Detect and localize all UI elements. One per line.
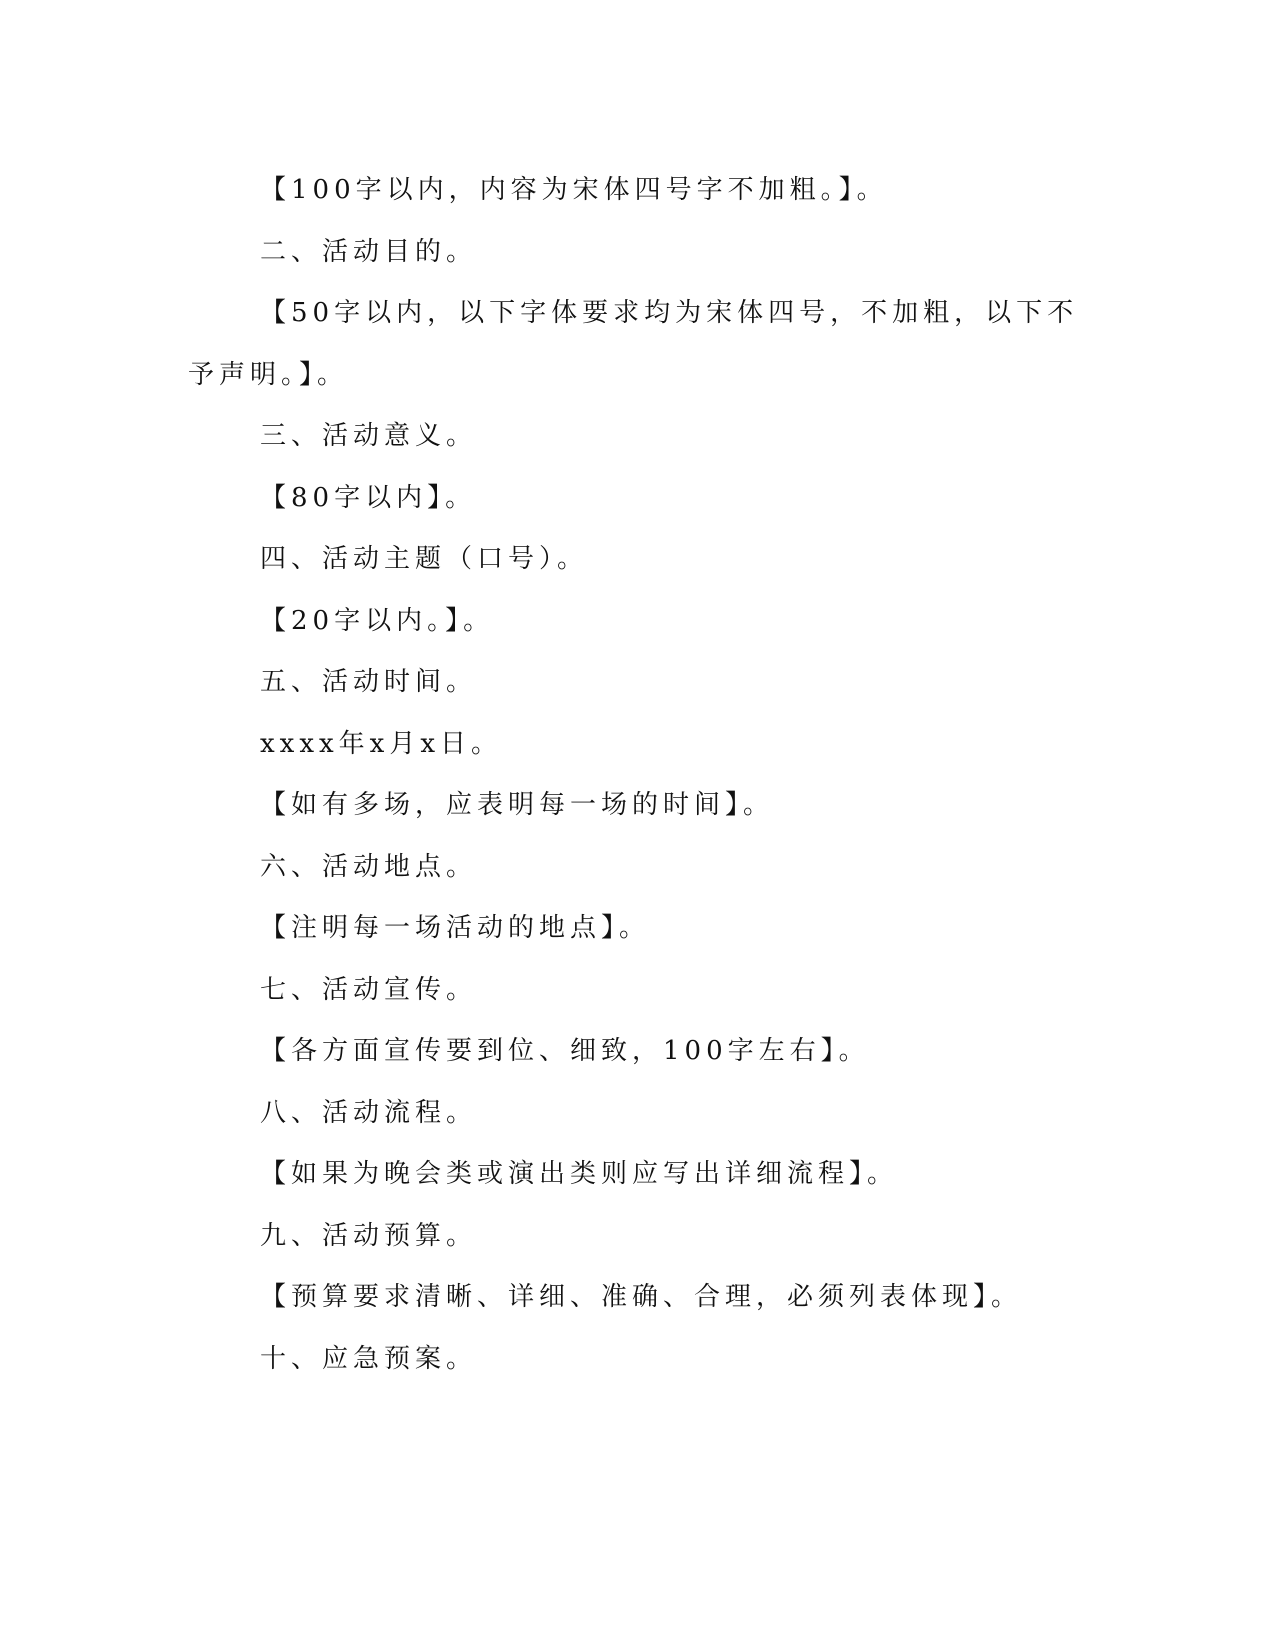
paragraph-process-note: 【如果为晚会类或演出类则应写出详细流程】。 [260,1159,899,1189]
heading-emergency-plan: 十、应急预案。 [260,1343,478,1374]
heading-activity-time: 五、活动时间。 [260,667,478,697]
heading-activity-process: 八、活动流程。 [260,1097,478,1128]
heading-activity-location: 六、活动地点。 [260,851,478,882]
heading-activity-theme: 四、活动主题（口号）。 [260,544,589,574]
heading-activity-purpose: 二、活动目的。 [260,236,478,267]
paragraph-word-limit-intro: 【100字以内，内容为宋体四号字不加粗。】。 [260,175,888,205]
paragraph-date-placeholder: xxxx年x月x日。 [260,728,502,759]
paragraph-purpose-note: 【50字以内，以下字体要求均为宋体四号，不加粗，以下不予声明。】。 [188,298,1079,390]
paragraph-significance-note: 【80字以内】。 [260,482,477,513]
heading-activity-publicity: 七、活动宣传。 [260,974,478,1005]
heading-activity-significance: 三、活动意义。 [260,421,478,451]
paragraph-time-note: 【如有多场，应表明每一场的时间】。 [260,790,775,820]
paragraph-theme-note: 【20字以内。】。 [260,605,495,636]
heading-activity-budget: 九、活动预算。 [260,1220,478,1251]
paragraph-budget-note: 【预算要求清晰、详细、准确、合理，必须列表体现】。 [260,1282,1023,1312]
document-body [188,160,1088,1390]
paragraph-location-note: 【注明每一场活动的地点】。 [260,913,651,943]
paragraph-publicity-note: 【各方面宣传要到位、细致，100字左右】。 [260,1036,870,1066]
